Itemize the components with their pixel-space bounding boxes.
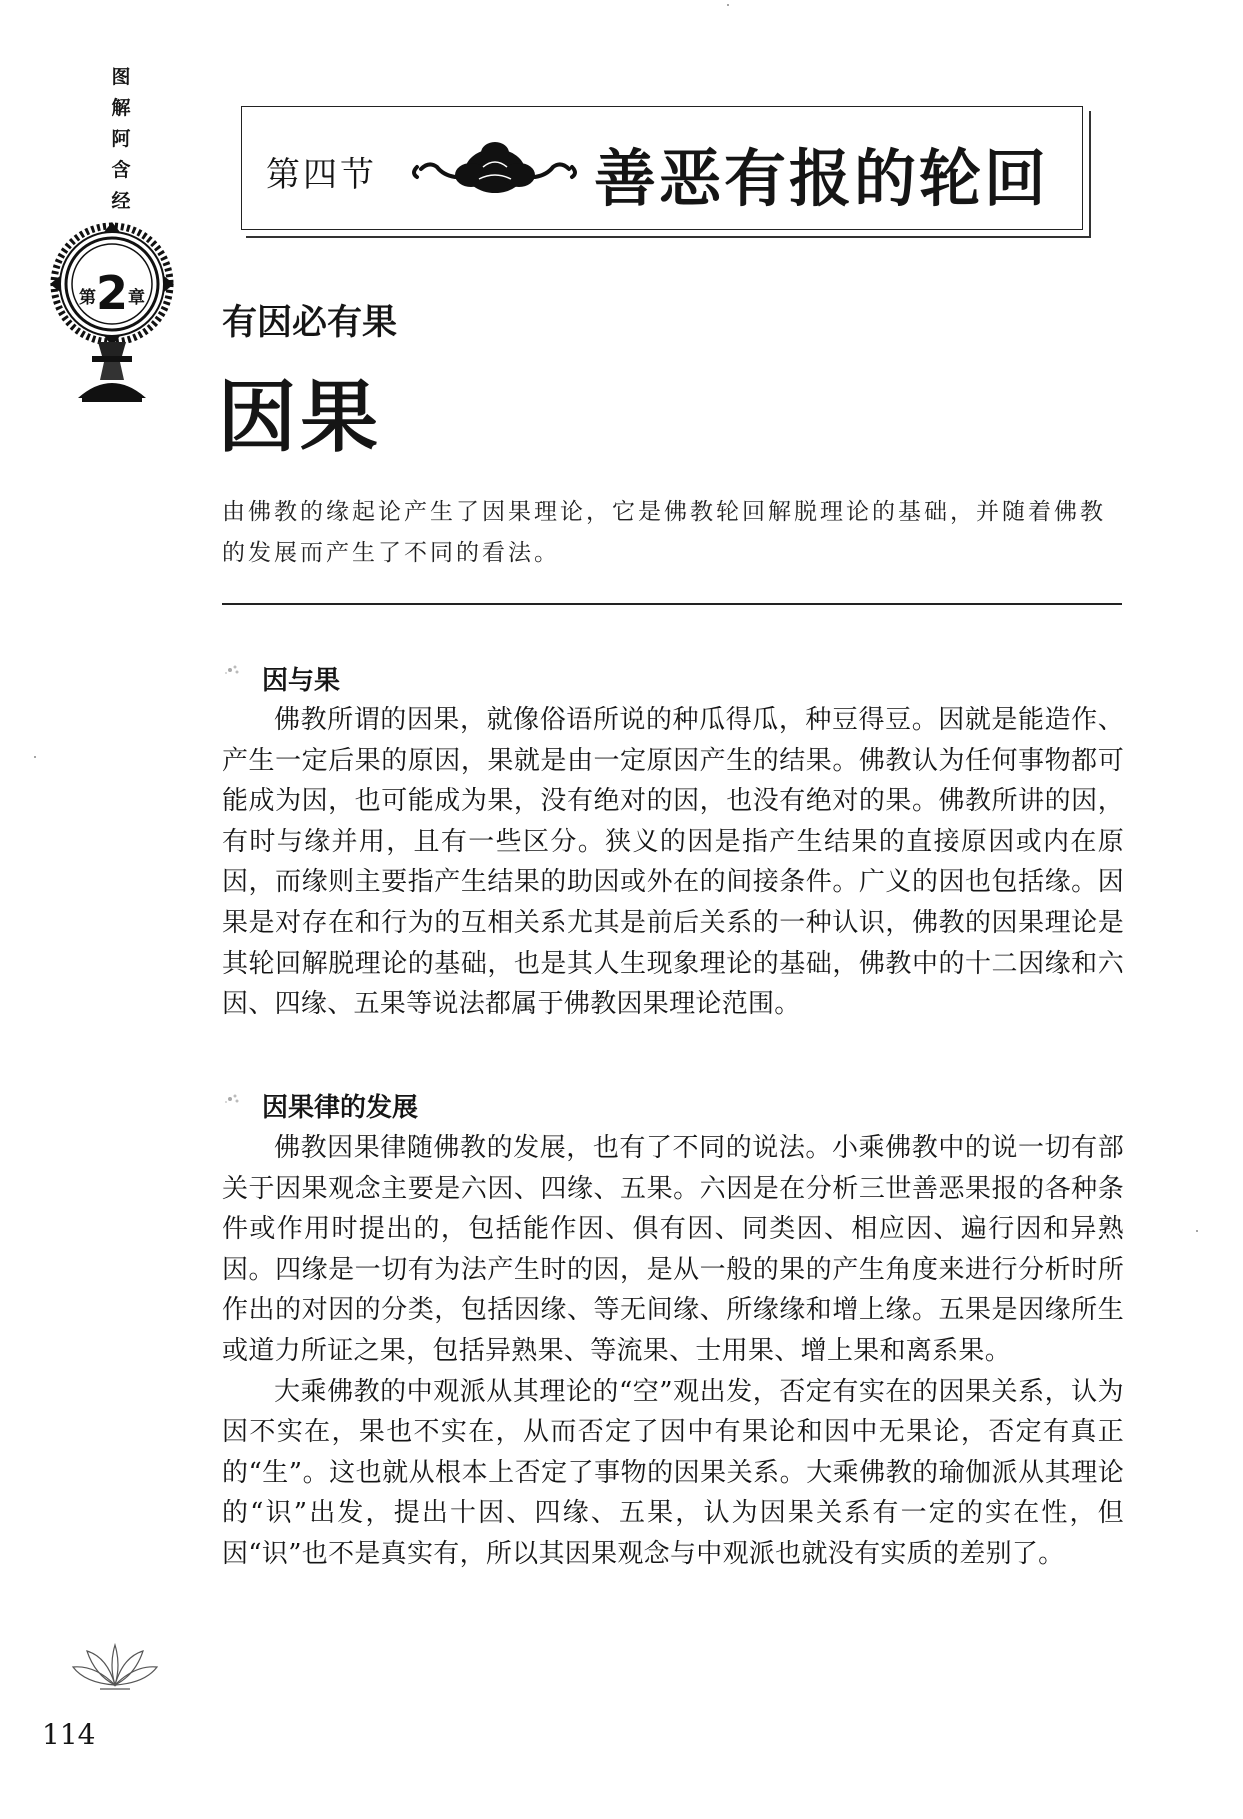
section-heading: 因与果 [262, 666, 341, 696]
book-title-char: 解 [111, 97, 131, 119]
auspicious-cloud-icon [407, 137, 582, 201]
scan-speck [1196, 1230, 1198, 1232]
section-body [222, 700, 1124, 1025]
section-number: 第四节 [266, 155, 377, 195]
chapter-label [66, 266, 158, 320]
chapter-emblem [48, 220, 176, 420]
scan-speck [727, 4, 729, 6]
chapter-number: 2 [95, 266, 128, 320]
book-title-char: 经 [111, 190, 131, 212]
page-number: 114 [42, 1718, 96, 1751]
ornate-medallion-icon [48, 220, 176, 420]
intro-paragraph: 由佛教的缘起论产生了因果理论，它是佛教轮回解脱理论的基础，并随着佛教的发展而产生了不同的看法。 [222, 499, 1106, 566]
flower-sprig-icon [218, 660, 248, 680]
chapter-prefix: 第 [78, 288, 96, 308]
book-title-char: 图 [111, 66, 131, 88]
book-title [106, 62, 136, 217]
page-subtitle: 有因必有果 [222, 302, 398, 343]
scan-speck [34, 756, 36, 758]
section-heading: 因果律的发展 [262, 1093, 419, 1123]
book-title-text [106, 62, 136, 217]
section-body [222, 1128, 1124, 1575]
flower-sprig-icon [218, 1089, 248, 1109]
section-title: 善恶有报的轮回 [594, 142, 1050, 215]
chapter-suffix: 章 [128, 288, 145, 308]
body-paragraph: 大乘佛教的中观派从其理论的“空”观出发，否定有实在的因果关系，认为因不实在，果也不实在，从而否定了因中有果论和因中无果论，否定有真正的“生”。这也就从根本上否定了事物的因果关系。大乘佛教的瑜伽派从其理论的“识”出发，提出十因、四缘、五果，认为因果关系有一定的实在性，但因“识”也不是真实有，所以其因果观念与中观派也就没有实质的差别了。 [222, 1376, 1124, 1569]
body-paragraph: 佛教因果律随佛教的发展，也有了不同的说法。小乘佛教中的说一切有部关于因果观念主要是六因、四缘、五果。六因是在分析三世善恶果报的各种条件或作用时提出的，包括能作因、俱有因、同类因、相应因、遍行因和异熟因。四缘是一切有为法产生时的因，是从一般的果的产生角度来进行分析时所作出的对因的分类，包括因缘、等无间缘、所缘缘和增上缘。五果是因缘所生或道力所证之果，包括异熟果、等流果、士用果、增上果和离系果。 [222, 1133, 1124, 1366]
section-heading-box [241, 106, 1083, 230]
divider [222, 603, 1122, 605]
page-title: 因果 [218, 372, 383, 463]
book-title-char: 阿 [111, 128, 131, 150]
body-paragraph: 佛教所谓的因果，就像俗语所说的种瓜得瓜，种豆得豆。因就是能造作、产生一定后果的原因，果就是由一定原因产生的结果。佛教认为任何事物都可能成为因，也可能成为果，没有绝对的因，也没有绝对的果。佛教所讲的因，有时与缘并用，且有一些区分。狭义的因是指产生结果的直接原因或内在原因，而缘则主要指产生结果的助因或外在的间接条件。广义的因也包括缘。因果是对存在和行为的互相关系尤其是前后关系的一种认识，佛教的因果理论是其轮回解脱理论的基础，也是其人生现象理论的基础，佛教中的十二因缘和六因、四缘、五果等说法都属于佛教因果理论范围。 [222, 705, 1124, 1020]
lotus-flower-icon [70, 1625, 160, 1695]
book-title-char: 含 [111, 159, 131, 181]
